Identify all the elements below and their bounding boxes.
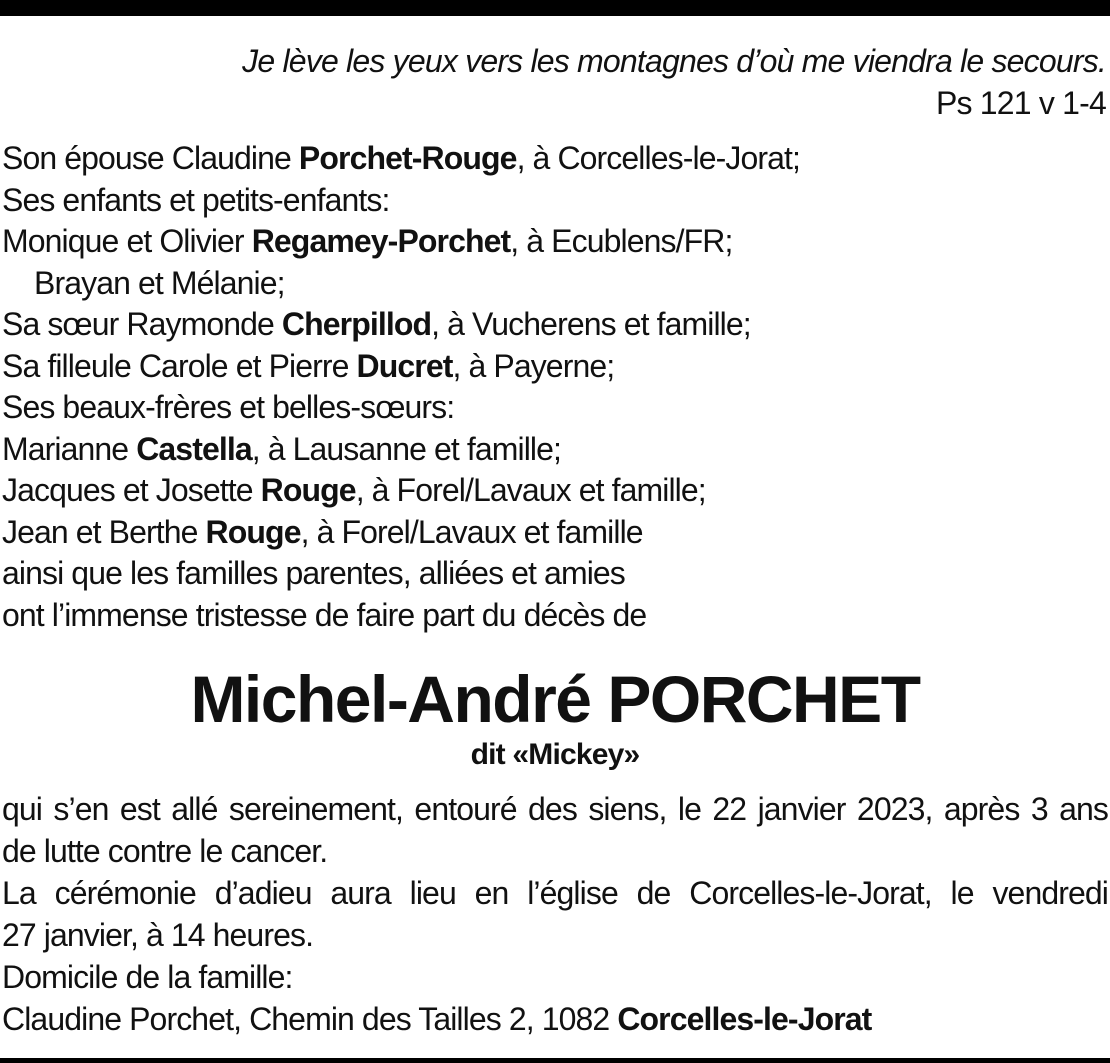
address-text: Claudine Porchet, Chemin des Tailles 2, 1082 [2,1001,618,1037]
family-line-text: Marianne [2,430,137,467]
family-line-text: , à Vucherens et famille; [431,306,751,342]
family-line-text: Brayan et Mélanie; [34,264,285,301]
family-line-text: , à Corcelles-le-Jorat; [516,140,800,176]
family-line [2,512,800,554]
family-line-text: , à Lausanne et famille; [251,430,562,467]
family-address [2,998,1108,1040]
family-surname: Ducret [356,347,453,384]
family-line-text: Jean et Berthe [2,513,206,550]
family-line [2,180,800,222]
family-line-text: , à Forel/Lavaux et famille; [355,472,706,508]
ceremony-text: La cérémonie d’adieu aura lieu en l’église de Corcelles-le-Jorat, le vendredi [2,875,1108,911]
passing-text: de lutte contre le cancer. [2,833,328,869]
ceremony-text: 27 janvier, à 14 heures. [2,917,314,953]
family-line-text: ainsi que les familles parentes, alliées et amies [2,555,625,591]
passing-text: qui s’en est allé sereinement, entouré des siens, le 22 janvier 2023, après 3 ans [2,791,1108,827]
family-line [2,429,800,471]
family-line-text: Son épouse Claudine [2,140,299,176]
family-line [2,595,800,637]
family-line-text: Monique et Olivier [2,223,252,259]
family-line [2,387,800,429]
family-surname: Rouge [260,472,356,508]
family-line-text: Ses beaux-frères et belles-sœurs: [2,389,455,425]
family-line-text: Ses enfants et petits-enfants: [2,181,390,218]
family-line-text: ont l’immense tristesse de faire part du décès de [2,596,647,633]
family-surname: Cherpillod [281,306,432,342]
family-line-text: Sa filleule Carole et Pierre [2,347,357,384]
verse-reference: Ps 121 v 1-4 [935,85,1106,121]
address-locality: Corcelles-le-Jorat [617,1001,872,1037]
family-line [2,263,800,305]
family-line [2,346,800,388]
family-surname: Porchet-Rouge [298,140,517,176]
deceased-name: Michel-André PORCHET [190,662,920,736]
family-line-text: Jacques et Josette [2,472,261,508]
deceased-nickname: dit «Mickey» [470,738,640,771]
family-line-text: , à Forel/Lavaux et famille [300,513,643,550]
top-border-rule [0,0,1110,16]
obituary-details [2,788,1108,1040]
domicile-label: Domicile de la famille: [2,959,293,995]
bottom-border-rule [0,1058,1110,1063]
family-surname: Regamey-Porchet [251,223,511,259]
family-line [2,221,800,263]
scripture-verse [242,40,1106,124]
verse-quote: Je lève les yeux vers les montagnes d’où me viendra le secours. [242,43,1106,79]
family-line [2,138,800,180]
family-announcement [2,138,800,636]
family-line-text: , à Ecublens/FR; [510,223,733,259]
family-surname: Castella [136,430,252,467]
deceased-block [0,660,1110,772]
family-surname: Rouge [205,513,301,550]
family-line-text: Sa sœur Raymonde [2,306,282,342]
family-line [2,470,800,512]
family-line [2,553,800,595]
family-line [2,304,800,346]
family-line-text: , à Payerne; [452,347,615,384]
